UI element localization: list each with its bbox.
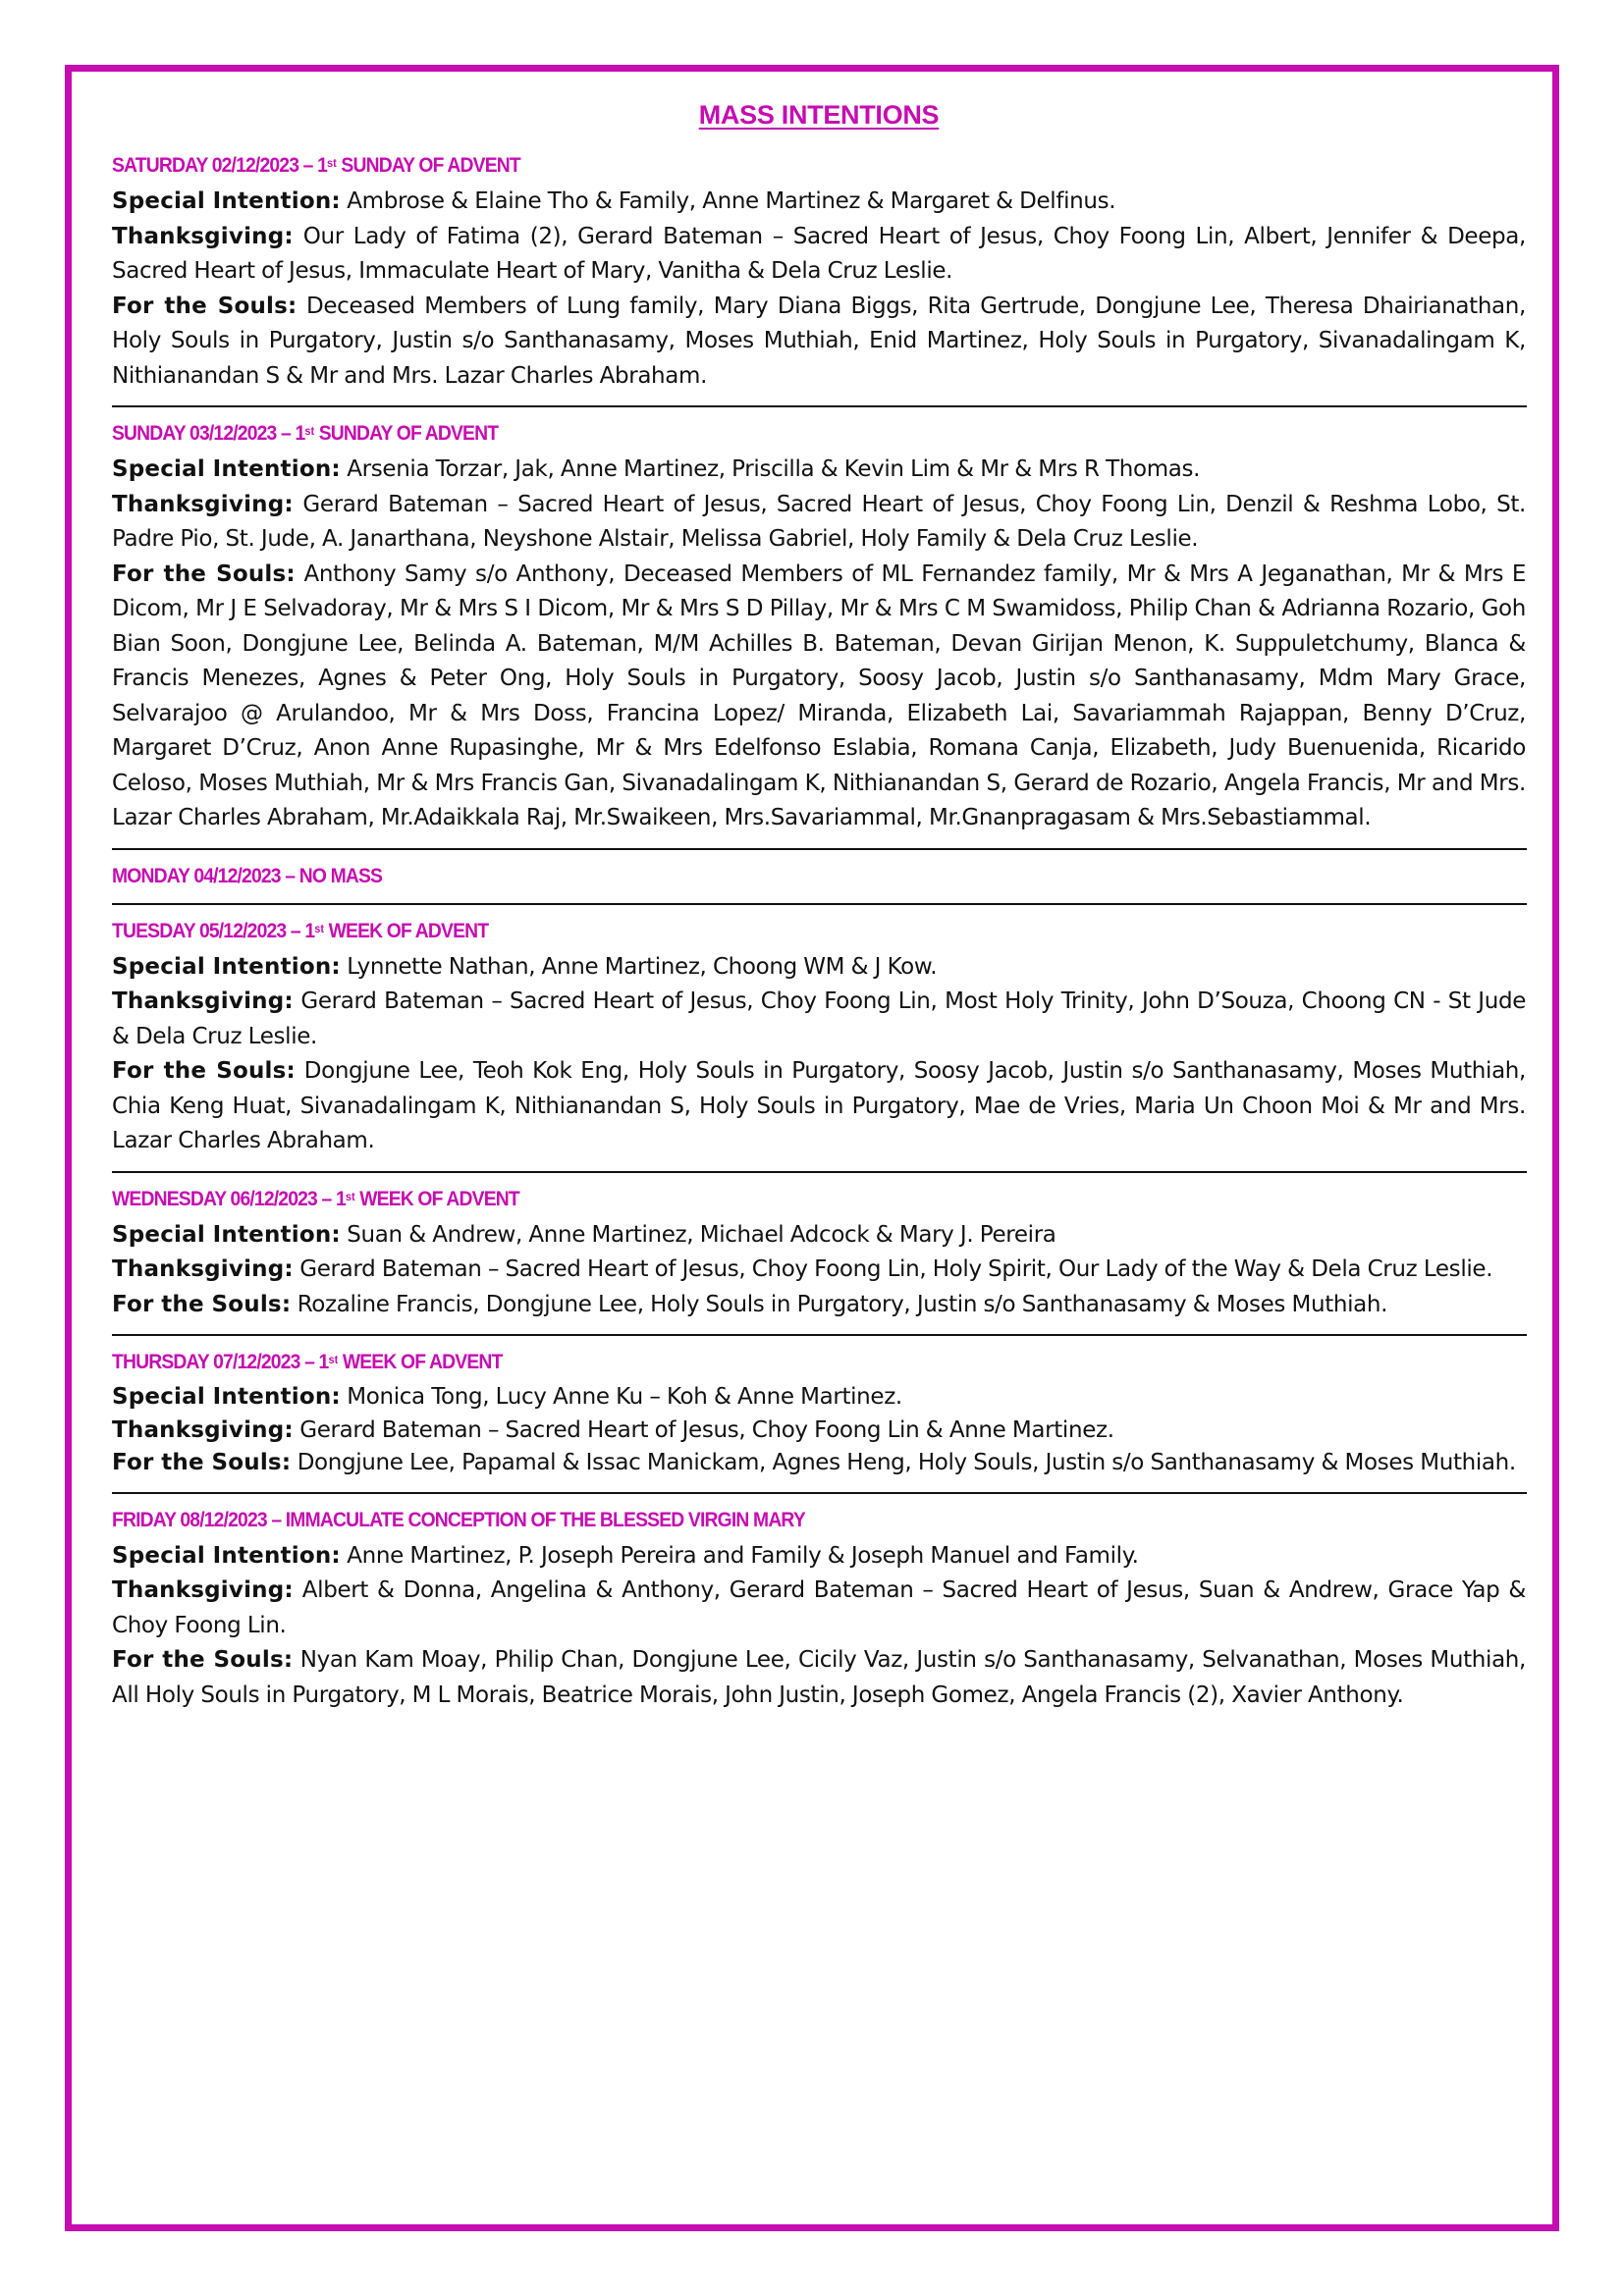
thanksgiving-names: Gerard Bateman – Sacred Heart of Jesus, Choy Foong Lin, Holy Spirit, Our Lady of the Way & Dela Cruz Leslie. [299,1256,1493,1282]
day-header-text: WEEK OF ADVENT [324,919,489,942]
for-the-souls [112,558,1526,836]
day-section-thursday [112,1350,1526,1480]
section-divider [112,1334,1527,1336]
for-the-souls-names: Dongjune Lee, Papamal & Issac Manickam, Agnes Heng, Holy Souls, Justin s/o Santhanasamy & Moses Muthiah. [297,1450,1516,1475]
day-header-text: WEEK OF ADVENT [354,1187,519,1210]
for-the-souls-label: For the Souls: [112,561,296,587]
special-intention-names: Arsenia Torzar, Jak, Anne Martinez, Priscilla & Kevin Lim & Mr & Mrs R Thomas. [347,456,1201,482]
ordinal-suffix: st [314,921,325,935]
day-header [112,421,1413,447]
thanksgiving [112,1415,1526,1448]
thanksgiving-names: Our Lady of Fatima (2), Gerard Bateman – Sacred Heart of Jesus, Choy Foong Lin, Albert, Jennifer & Deepa, Sacred Heart of Jesus, Immaculate Heart of Mary, Vanitha & Dela Cruz Leslie. [112,223,1526,284]
day-section-saturday [112,153,1526,394]
for-the-souls-label: For the Souls: [112,1291,292,1317]
special-intention [112,1218,1526,1254]
thanksgiving-names: Gerard Bateman – Sacred Heart of Jesus, Choy Foong Lin & Anne Martinez. [299,1416,1114,1443]
special-intention-label: Special Intention: [112,953,341,980]
special-intention-label: Special Intention: [112,456,341,482]
special-intention-label: Special Intention: [112,1221,341,1248]
day-header-text: THURSDAY 07/12/2023 – 1 [112,1351,329,1373]
day-section-monday [112,864,1526,889]
for-the-souls [112,1643,1526,1713]
section-divider [112,1492,1527,1494]
day-section-wednesday [112,1187,1526,1323]
day-header [112,919,1413,944]
day-header [112,153,1413,179]
section-divider [112,848,1527,850]
for-the-souls-label: For the Souls: [112,1450,292,1475]
section-divider [112,1171,1527,1173]
thanksgiving [112,985,1526,1054]
special-intention-names: Anne Martinez, P. Joseph Pereira and Family & Joseph Manuel and Family. [347,1542,1139,1569]
for-the-souls-names: Nyan Kam Moay, Philip Chan, Dongjune Lee, Cicily Vaz, Justin s/o Santhanasamy, Selvanathan, Moses Muthiah, All Holy Souls in Purgatory, M L Morais, Beatrice Morais, John Justin, Joseph Gomez, Angela Francis (2), Xavier Anthony. [112,1647,1526,1708]
day-header: FRIDAY 08/12/2023 – IMMACULATE CONCEPTION OF THE BLESSED VIRGIN MARY [112,1508,805,1531]
mass-intentions-document [112,98,1526,1713]
for-the-souls-names: Rozaline Francis, Dongjune Lee, Holy Souls in Purgatory, Justin s/o Santhanasamy & Moses Muthiah. [297,1291,1388,1317]
day-header-text: SUNDAY OF ADVENT [336,154,520,177]
special-intention [112,1539,1526,1575]
thanksgiving [112,1253,1526,1288]
special-intention-label: Special Intention: [112,188,341,214]
day-header-text: TUESDAY 05/12/2023 – 1 [112,919,315,942]
for-the-souls-names: Anthony Samy s/o Anthony, Deceased Members of ML Fernandez family, Mr & Mrs A Jeganathan, Mr & Mrs E Dicom, Mr J E Selvadoray, Mr & Mrs S I Dicom, Mr & Mrs S D Pillay, Mr & Mrs C M Swamidoss, Philip Chan & Adrianna Rozario, Goh Bian Soon, Dongjune Lee, Belinda A. Bateman, M/M Achilles B. Bateman, Devan Girijan Menon, K. Suppuletchumy, Blanca & Francis Menezes, Agnes & Peter Ong, Holy Souls in Purgatory, Soosy Jacob, Justin s/o Santhanasamy, Mdm Mary Grace, Selvarajoo @ Arulandoo, Mr & Mrs Doss, Francina Lopez/ Miranda, Elizabeth Lai, Savariammah Rajappan, Benny D’Cruz, Margaret D’Cruz, Anon Anne Rupasinghe, Mr & Mrs Edelfonso Eslabia, Romana Canja, Elizabeth, Judy Buenuenida, Ricarido Celoso, Moses Muthiah, Mr & Mrs Francis Gan, Sivanadalingam K, Nithianandan S, Gerard de Rozario, Angela Francis, Mr and Mrs. Lazar Charles Abraham, Mr.Adaikkala Raj, Mr.Swaikeen, Mrs.Savariammal, Mr.Gnanpragasam & Mrs.Sebastiammal. [112,561,1527,830]
ordinal-suffix: st [327,156,337,170]
thanksgiving-names: Gerard Bateman – Sacred Heart of Jesus, Sacred Heart of Jesus, Choy Foong Lin, Denzil & Reshma Lobo, St. Padre Pio, St. Jude, A. Janarthana, Neyshone Alstair, Melissa Gabriel, Holy Family & Dela Cruz Leslie. [112,491,1526,552]
thanksgiving-names: Albert & Donna, Angelina & Anthony, Gerard Bateman – Sacred Heart of Jesus, Suan & Andrew, Grace Yap & Choy Foong Lin. [112,1577,1526,1638]
special-intention [112,185,1526,220]
for-the-souls-label: For the Souls: [112,1058,296,1084]
day-section-tuesday [112,919,1526,1159]
day-header-text: WEEK OF ADVENT [338,1351,503,1373]
thanksgiving-label: Thanksgiving: [112,491,294,517]
day-header: MONDAY 04/12/2023 – NO MASS [112,864,383,887]
special-intention [112,950,1526,986]
for-the-souls-names: Deceased Members of Lung family, Mary Diana Biggs, Rita Gertrude, Dongjune Lee, Theresa Dhairianathan, Holy Souls in Purgatory, Justin s/o Santhanasamy, Moses Muthiah, Enid Martinez, Holy Souls in Purgatory, Sivanadalingam K, Nithianandan S & Mr and Mrs. Lazar Charles Abraham. [112,293,1526,389]
day-header-text: SATURDAY 02/12/2023 – 1 [112,154,328,177]
day-header [112,1187,1413,1212]
thanksgiving-label: Thanksgiving: [112,988,294,1014]
for-the-souls [112,1288,1526,1323]
for-the-souls [112,1447,1526,1480]
section-divider [112,903,1527,905]
thanksgiving [112,1574,1526,1643]
special-intention [112,1381,1526,1415]
special-intention-names: Ambrose & Elaine Tho & Family, Anne Martinez & Margaret & Delfinus. [347,188,1116,214]
thanksgiving-names: Gerard Bateman – Sacred Heart of Jesus, Choy Foong Lin, Most Holy Trinity, John D’Souza, Choong CN - St Jude & Dela Cruz Leslie. [112,988,1526,1049]
thanksgiving-label: Thanksgiving: [112,223,294,249]
ordinal-suffix: st [328,1353,339,1366]
thanksgiving [112,220,1526,290]
day-header [112,1350,1413,1375]
day-header-text: SUNDAY OF ADVENT [314,422,499,445]
day-header-text: WEDNESDAY 06/12/2023 – 1 [112,1187,346,1210]
day-section-sunday [112,421,1526,836]
for-the-souls-label: For the Souls: [112,1647,294,1673]
special-intention-names: Lynnette Nathan, Anne Martinez, Choong WM & J Kow. [347,953,938,980]
special-intention-names: Monica Tong, Lucy Anne Ku – Koh & Anne Martinez. [347,1384,902,1410]
section-divider [112,405,1527,407]
thanksgiving-label: Thanksgiving: [112,1416,294,1443]
for-the-souls-names: Dongjune Lee, Teoh Kok Eng, Holy Souls in Purgatory, Soosy Jacob, Justin s/o Santhanasamy, Moses Muthiah, Chia Keng Huat, Sivanadalingam K, Nithianandan S, Holy Souls in Purgatory, Mae de Vries, Maria Un Choon Moi & Mr and Mrs. Lazar Charles Abraham. [112,1058,1526,1153]
special-intention-names: Suan & Andrew, Anne Martinez, Michael Adcock & Mary J. Pereira [347,1221,1056,1248]
day-header-text: SUNDAY 03/12/2023 – 1 [112,422,305,445]
page-title: MASS INTENTIONS [698,100,940,130]
for-the-souls [112,1054,1526,1159]
special-intention [112,453,1526,488]
special-intention-label: Special Intention: [112,1542,341,1569]
thanksgiving-label: Thanksgiving: [112,1256,294,1282]
special-intention-label: Special Intention: [112,1384,341,1410]
for-the-souls [112,290,1526,395]
thanksgiving [112,488,1526,558]
ordinal-suffix: st [304,424,315,438]
day-section-friday [112,1508,1526,1714]
for-the-souls-label: For the Souls: [112,293,298,319]
ordinal-suffix: st [345,1189,355,1203]
thanksgiving-label: Thanksgiving: [112,1577,294,1603]
